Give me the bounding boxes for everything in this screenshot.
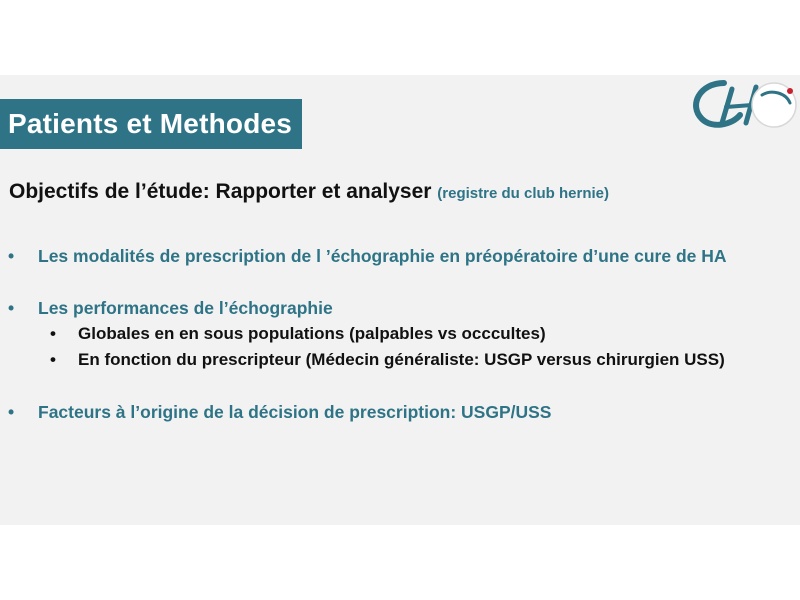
bullet-icon: • bbox=[50, 350, 56, 369]
sub-list-item bbox=[0, 321, 790, 347]
sub-item-text: En fonction du prescripteur (Médecin généraliste: USGP versus chirurgien USS) bbox=[78, 350, 725, 369]
list-item-text: Les performances de l’échographie bbox=[38, 298, 333, 318]
list-item bbox=[0, 399, 790, 425]
list-item bbox=[0, 243, 790, 269]
objective-main: Objectifs de l’étude: Rapporter et analyser bbox=[9, 180, 432, 203]
sub-list-item bbox=[0, 347, 790, 373]
objective-note: (registre du club hernie) bbox=[437, 185, 609, 202]
list-item-text: Facteurs à l’origine de la décision de prescription: USGP/USS bbox=[38, 402, 552, 422]
list-item bbox=[0, 295, 790, 321]
slide bbox=[0, 75, 800, 525]
bullet-icon: • bbox=[8, 246, 15, 266]
list-item-text: Les modalités de prescription de l ’échographie en préopératoire d’une cure de HA bbox=[38, 246, 727, 266]
bullet-icon: • bbox=[8, 402, 15, 422]
title-bar bbox=[0, 99, 302, 149]
bullet-list bbox=[0, 243, 790, 425]
slide-title: Patients et Methodes bbox=[8, 108, 293, 139]
hospital-logo bbox=[686, 75, 798, 137]
objective-line bbox=[9, 180, 609, 204]
bullet-icon: • bbox=[8, 298, 15, 318]
sub-item-text: Globales en en sous populations (palpables vs occcultes) bbox=[78, 324, 546, 343]
bullet-icon: • bbox=[50, 324, 56, 343]
